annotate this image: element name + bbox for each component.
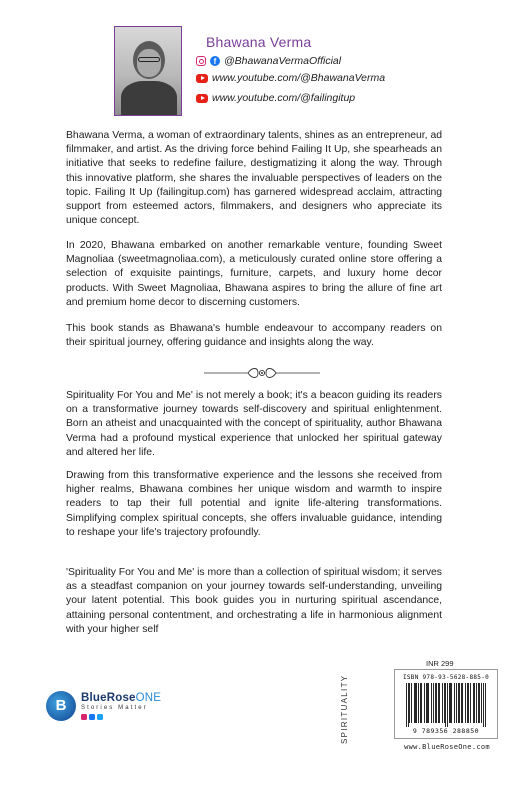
- barcode-bar: [414, 683, 415, 723]
- youtube-link-2: www.youtube.com/@failingitup: [212, 92, 356, 104]
- barcode-bar: [421, 683, 422, 723]
- barcode-bar: [483, 683, 484, 727]
- social-youtube-1[interactable]: [196, 72, 385, 84]
- category-label: SPIRITUALITY: [340, 674, 349, 744]
- bluerose-emblem-icon: B: [46, 691, 76, 721]
- barcode-bar: [478, 683, 479, 723]
- instagram-icon: [81, 714, 87, 720]
- facebook-icon: f: [210, 56, 220, 66]
- barcode-bar: [459, 683, 460, 723]
- barcode-number: 9 789356 288850: [412, 727, 480, 735]
- barcode-bar: [436, 683, 437, 723]
- bio-paragraph-1: Bhawana Verma, a woman of extraordinary talents, shines as an entrepreneur, ad filmmaker, and artist. As the driving force behind Failing It Up, she spearheads an initiative that seeks to redefine failure, destigmatizing it along the way. Through this innovative platform, she shares the invaluable perspectives of leaders on the topic. Failing It Up (failingitup.com) has garnered widespread acclaim, attracting support from esteemed actors, filmmakers, and designers who appreciate its unique concept.: [66, 130, 443, 227]
- barcode-bar: [408, 683, 409, 727]
- barcode-bar: [447, 683, 448, 727]
- author-photo: [114, 26, 182, 116]
- barcode-bar: [479, 683, 480, 723]
- barcode-bar: [449, 683, 450, 723]
- price-label: INR 299: [426, 659, 454, 668]
- barcode-bar: [454, 683, 455, 723]
- publisher-tagline: Stories Matter: [81, 705, 148, 711]
- barcode-bar: [409, 683, 410, 723]
- barcode-bar: [426, 683, 427, 723]
- instagram-icon: [196, 56, 206, 66]
- ornament-divider: [202, 365, 322, 381]
- barcode-bar: [481, 683, 482, 723]
- barcode-bar: [468, 683, 469, 723]
- barcode-bar: [415, 683, 416, 723]
- facebook-icon: [89, 714, 95, 720]
- barcode-bar: [444, 683, 445, 723]
- barcode-bar: [428, 683, 429, 723]
- youtube-link-1: www.youtube.com/@BhawanaVerma: [212, 72, 386, 84]
- barcode-bar: [476, 683, 477, 723]
- barcode-bar: [439, 683, 440, 723]
- barcode-bar: [461, 683, 462, 723]
- blurb-paragraph-3: 'Spirituality For You and Me' is more than a collection of spiritual wisdom; it serves as a steadfast companion on your journey towards self-understanding, unveiling your latent potential. This book guides you in nurturing spiritual ascendance, attaining personal contentment, and orchestrating a life in harmonious alignment with your higher self: [66, 567, 442, 635]
- barcode-bar: [406, 683, 407, 727]
- barcode-bar: [485, 683, 486, 727]
- barcode-bar: [433, 683, 434, 723]
- barcode-bar: [435, 683, 436, 723]
- youtube-icon: [196, 74, 208, 83]
- blurb-paragraph-2: Drawing from this transformative experience and the lessons she received from higher realms, Bhawana combines her unique wisdom and warmth to inspire readers to tap their full potential and ignite life-altering transformations. Simplifying complex spiritual concepts, she offers invaluable guidance, intending to reshape your life's trajectory profoundly.: [66, 470, 442, 538]
- bio-paragraph-3: This book stands as Bhawana's humble endeavour to accompany readers on their spiritual journey, offering guidance and insights along the way.: [66, 323, 442, 349]
- barcode-bar: [458, 683, 459, 723]
- barcode-bar: [445, 683, 446, 727]
- barcode-bar: [467, 683, 468, 723]
- barcode-bar: [462, 683, 463, 723]
- twitter-icon: [97, 714, 103, 720]
- bio-paragraph-2: In 2020, Bhawana embarked on another remarkable venture, founding Sweet Magnoliaa (sweetmagnoliaa.com), a meticulously curated online store offering a selection of exquisite paintings, furniture, carpets, and luxury home decor products. With Sweet Magnoliaa, Bhawana aspires to bring the allure of fine art and premium home decor to discerning customers.: [66, 240, 442, 308]
- barcode-bar: [465, 683, 466, 723]
- blurb-paragraph-1: Spirituality For You and Me' is not merely a book; it's a beacon guiding its readers on a transformative journey towards self-discovery and spiritual enlightenment. Born an atheist and unacquainted with the concept of spirituality, author Bhawana Verma had a profound mystical experience that unlocked her spiritual gateway and altered her life.: [66, 390, 442, 458]
- publisher-name-accent: ONE: [135, 692, 162, 704]
- social-instagram-facebook[interactable]: [196, 55, 341, 67]
- barcode-bar: [438, 683, 439, 723]
- social-youtube-2[interactable]: [196, 92, 355, 104]
- barcode-bar: [442, 683, 443, 723]
- youtube-icon: [196, 94, 208, 103]
- barcode-bar: [456, 683, 457, 723]
- barcode-bar: [416, 683, 417, 723]
- author-name: Bhawana Verma: [206, 34, 312, 50]
- barcode-bar: [420, 683, 421, 723]
- isbn-label: ISBN 978-93-5628-885-0: [402, 674, 490, 681]
- publisher-name-main: BlueRose: [81, 692, 136, 704]
- barcode-bar: [431, 683, 432, 723]
- barcode-bar: [418, 683, 419, 723]
- barcode-bar: [470, 683, 471, 723]
- barcode-bar: [427, 683, 428, 723]
- publisher-logo: [46, 686, 166, 726]
- social-handle: @BhawanaVermaOfficial: [224, 55, 342, 67]
- publisher-website[interactable]: www.BlueRoseOne.com: [404, 743, 490, 751]
- barcode-bar: [474, 683, 475, 723]
- barcode-bars: [406, 683, 486, 727]
- barcode-bar: [451, 683, 452, 723]
- publisher-name: [81, 692, 161, 704]
- barcode: [394, 669, 498, 739]
- barcode-bar: [411, 683, 412, 723]
- barcode-bar: [473, 683, 474, 723]
- publisher-social-icons: [81, 714, 161, 720]
- barcode-bar: [424, 683, 425, 723]
- barcode-bar: [450, 683, 451, 723]
